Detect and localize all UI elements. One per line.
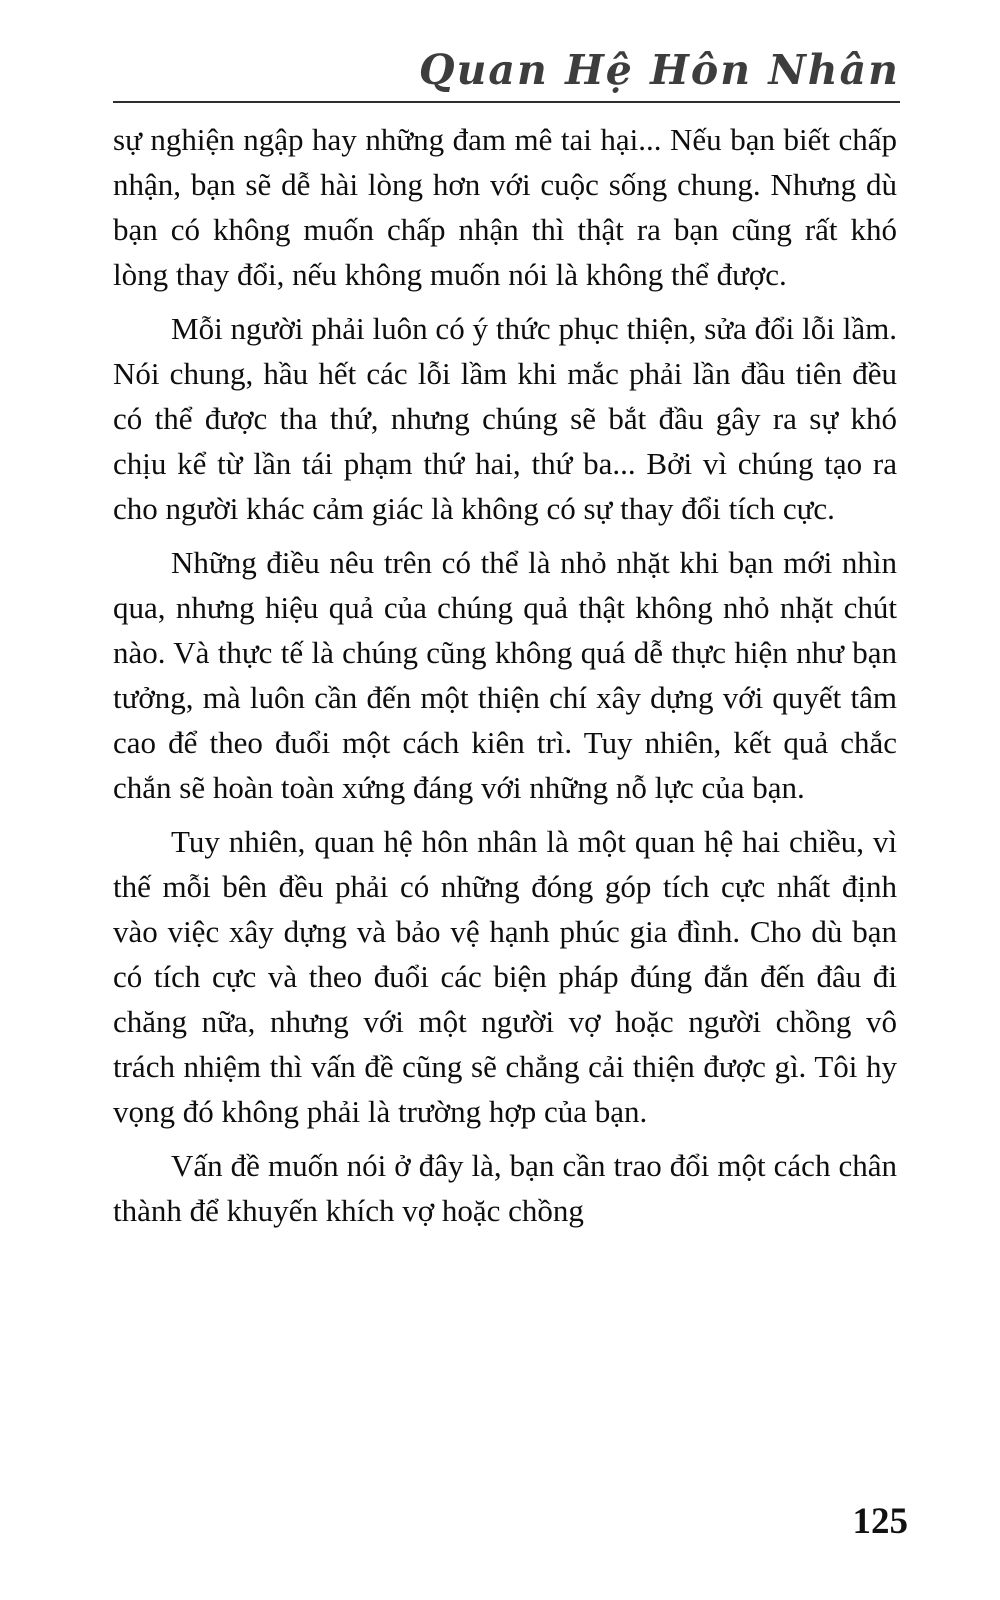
paragraph-continuation: sự nghiện ngập hay những đam mê tai hại... Nếu bạn biết chấp nhận, bạn sẽ dễ hài lòng hơn với cuộc sống chung. Nhưng dù bạn có không muốn chấp nhận thì thật ra bạn cũng rất khó lòng thay đổi, nếu không muốn nói là không thể được.	[113, 122, 897, 292]
page-body	[113, 117, 897, 1242]
running-header-title: Quan Hệ Hôn Nhân	[418, 46, 900, 94]
page-number: 125	[852, 1501, 908, 1542]
paragraph-4: Tuy nhiên, quan hệ hôn nhân là một quan hệ hai chiều, vì thế mỗi bên đều phải có những đóng góp tích cực nhất định vào việc xây dựng và bảo vệ hạnh phúc gia đình. Cho dù bạn có tích cực và theo đuổi các biện pháp đúng đắn đến đâu đi chăng nữa, nhưng với một người vợ hoặc người chồng vô trách nhiệm thì vấn đề cũng sẽ chẳng cải thiện được gì. Tôi hy vọng đó không phải là trường hợp của bạn.	[113, 824, 897, 1129]
paragraph-2: Mỗi người phải luôn có ý thức phục thiện, sửa đổi lỗi lầm. Nói chung, hầu hết các lỗi lầm khi mắc phải lần đầu tiên đều có thể được tha thứ, nhưng chúng sẽ bắt đầu gây ra sự khó chịu kể từ lần tái phạm thứ hai, thứ ba... Bởi vì chúng tạo ra cho người khác cảm giác là không có sự thay đổi tích cực.	[113, 311, 897, 526]
paragraph-5: Vấn đề muốn nói ở đây là, bạn cần trao đổi một cách chân thành để khuyến khích vợ hoặc chồng	[113, 1148, 897, 1228]
paragraph-3: Những điều nêu trên có thể là nhỏ nhặt khi bạn mới nhìn qua, nhưng hiệu quả của chúng quả thật không nhỏ nhặt chút nào. Và thực tế là chúng cũng không quá dễ thực hiện như bạn tưởng, mà luôn cần đến một thiện chí xây dựng với quyết tâm cao để theo đuổi một cách kiên trì. Tuy nhiên, kết quả chắc chắn sẽ hoàn toàn xứng đáng với những nỗ lực của bạn.	[113, 545, 897, 805]
header-rule-divider	[113, 101, 900, 103]
